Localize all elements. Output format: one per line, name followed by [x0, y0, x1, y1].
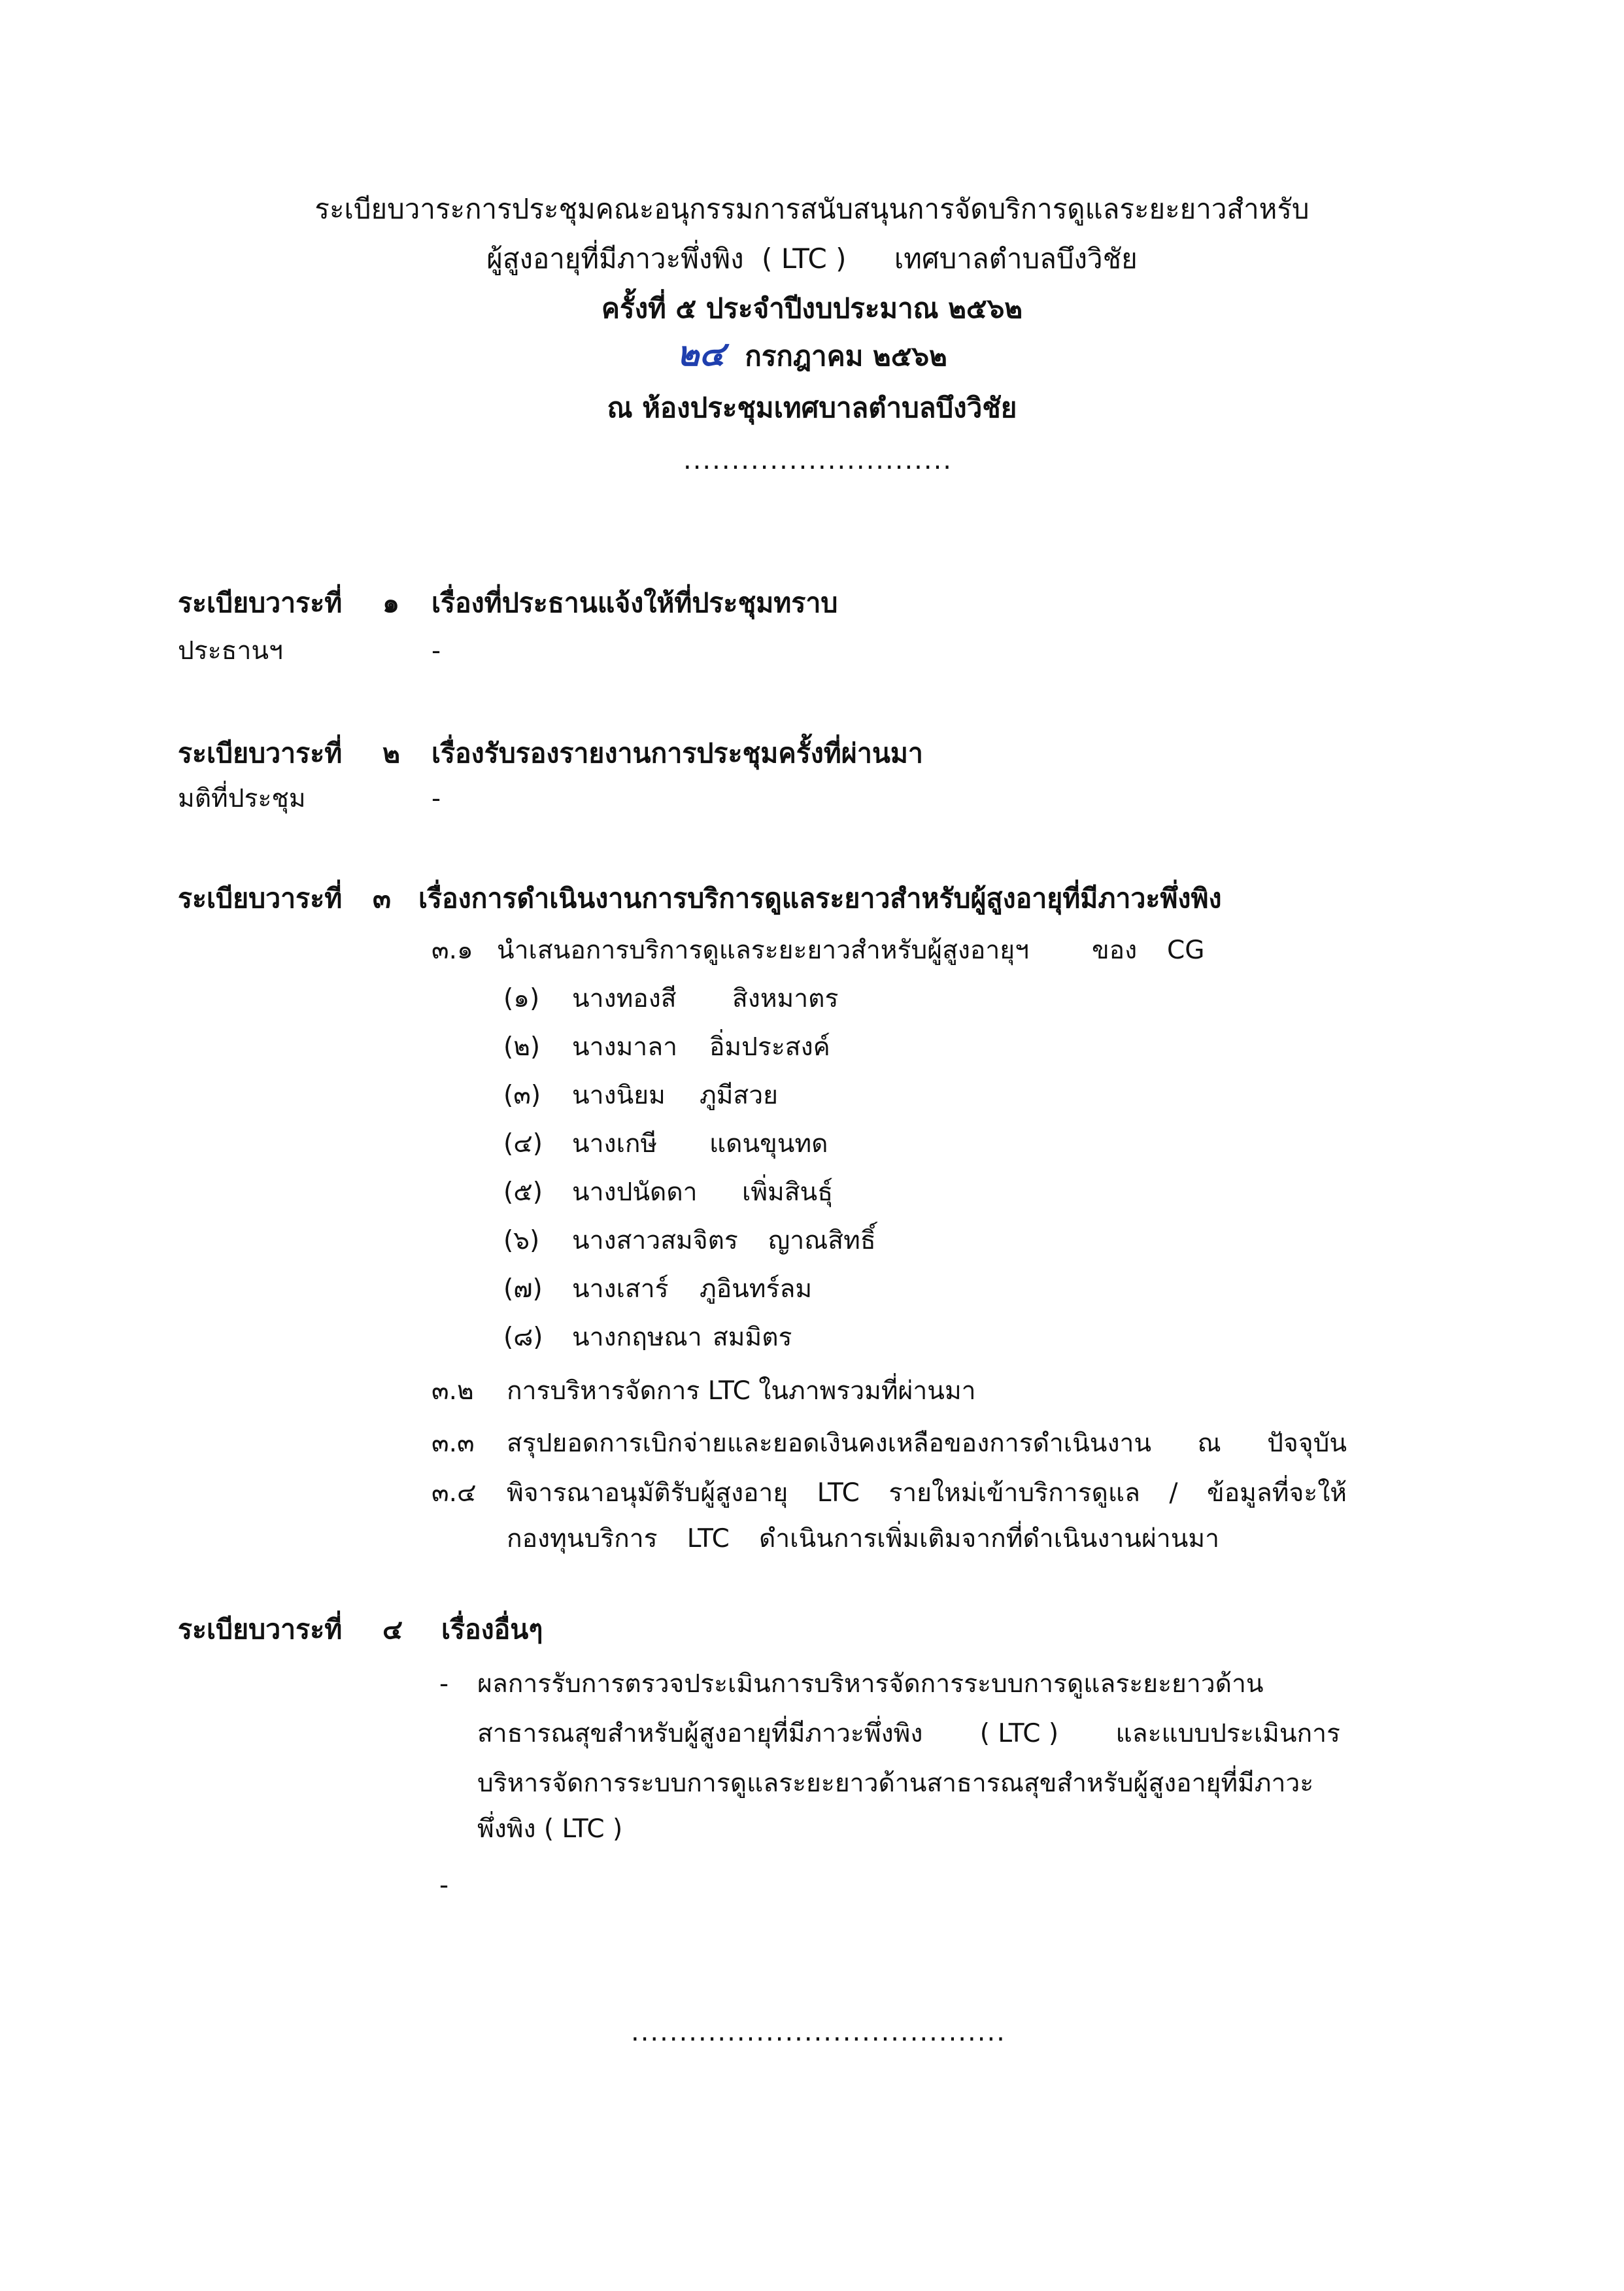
caregiver-2-surname: อิ่มประสงค์ [709, 1032, 830, 1062]
header-separator: ............................ [683, 445, 953, 475]
agenda-4-bullet: - [439, 1669, 449, 1699]
item-3-1-cg: CG [1167, 936, 1205, 965]
agenda-4-bullet-2: - [439, 1871, 449, 1900]
agenda-1-title: เรื่องที่ประธานแจ้งให้ที่ประชุมทราบ [431, 587, 838, 619]
caregiver-7-name: นางเสาร์ [572, 1274, 669, 1304]
agenda-4-line-3: บริหารจัดการระบบการดูแลระยะยาวด้านสาธารณสุขสำหรับผู้สูงอายุที่มีภาวะ [477, 1769, 1314, 1798]
item-3-3-number: ๓.๓ [431, 1429, 475, 1458]
caregiver-8-name: นางกฤษณา [572, 1323, 702, 1352]
header-line-2 [0, 239, 1624, 279]
agenda-2-note-value: - [431, 784, 441, 813]
agenda-3-number: ๓ [373, 883, 392, 914]
agenda-4-line-2-a: สาธารณสุขสำหรับผู้สูงอายุที่มีภาวะพึ่งพิง [477, 1719, 923, 1748]
item-3-1-number: ๓.๑ [431, 936, 473, 965]
agenda-4-line-2-c: และแบบประเมินการ [1115, 1719, 1340, 1748]
caregiver-6-number: (๖) [503, 1226, 540, 1255]
agenda-4-line-2 [477, 1716, 1340, 1752]
date-month-year: กรกฎาคม ๒๕๖๒ [745, 340, 947, 372]
caregiver-8-surname: สมมิตร [713, 1323, 792, 1352]
agenda-1-note-value: - [431, 636, 441, 666]
agenda-1-note-label: ประธานฯ [178, 636, 283, 666]
agenda-4-line-2-b: ( LTC ) [979, 1719, 1059, 1748]
item-3-1-text: นำเสนอการบริการดูแลระยะยาวสำหรับผู้สูงอายุฯ [497, 936, 1029, 965]
caregiver-1-name: นางทองสี [572, 984, 677, 1013]
caregiver-2-name: นางมาลา [572, 1032, 678, 1062]
header-line-3: ครั้งที่ ๕ ประจำปีงบประมาณ ๒๕๖๒ [601, 292, 1023, 324]
caregiver-4-number: (๔) [503, 1129, 543, 1159]
item-3-3-present: ปัจจุบัน [1267, 1429, 1347, 1458]
item-3-1-of: ของ [1092, 936, 1138, 965]
caregiver-8-number: (๘) [503, 1323, 543, 1352]
caregiver-1-surname: สิงหมาตร [732, 984, 839, 1013]
caregiver-2-number: (๒) [503, 1032, 541, 1062]
agenda-2-label: ระเบียบวาระที่ [178, 738, 343, 769]
agenda-2-title: เรื่องรับรองรายงานการประชุมครั้งที่ผ่านมา [431, 738, 923, 769]
item-3-4-w3: รายใหม่เข้าบริการดูแล [888, 1478, 1140, 1508]
agenda-3-label: ระเบียบวาระที่ [178, 883, 343, 914]
agenda-3-title: เรื่องการดำเนินงานการบริการดูแลระยาวสำหรับผู้สูงอายุที่มีภาวะพึ่งพิง [418, 883, 1222, 914]
caregiver-4-surname: แดนขุนทด [709, 1129, 828, 1159]
agenda-4-title: เรื่องอื่นๆ [441, 1614, 543, 1645]
agenda-4-label: ระเบียบวาระที่ [178, 1614, 343, 1645]
caregiver-5-name: นางปนัดดา [572, 1178, 698, 1207]
header-line-1: ระเบียบวาระการประชุมคณะอนุกรรมการสนับสนุนการจัดบริการดูแลระยะยาวสำหรับ [314, 193, 1310, 225]
agenda-1-number: ๑ [382, 587, 400, 619]
item-3-4-w1: พิจารณาอนุมัติรับผู้สูงอายุ [507, 1478, 788, 1508]
header-date [0, 335, 1624, 376]
agenda-1-label: ระเบียบวาระที่ [178, 587, 343, 619]
header-subject: ผู้สูงอายุที่มีภาวะพึ่งพิง [486, 243, 744, 275]
caregiver-4-name: นางเกษี [572, 1129, 658, 1159]
item-3-4-line-1 [507, 1475, 1347, 1512]
item-3-4-w6: กองทุนบริการ [507, 1524, 658, 1553]
agenda-4-line-1: ผลการรับการตรวจประเมินการบริหารจัดการระบบการดูแลระยะยาวด้าน [477, 1669, 1264, 1699]
caregiver-5-surname: เพิ่มสินธุ์ [742, 1178, 834, 1207]
caregiver-6-surname: ญาณสิทธิ์ [768, 1226, 876, 1255]
caregiver-3-name: นางนิยม [572, 1081, 666, 1110]
caregiver-7-surname: ภูอินทร์ลม [700, 1274, 813, 1304]
caregiver-5-number: (๕) [503, 1178, 543, 1207]
item-3-4-w7: LTC [686, 1524, 730, 1553]
agenda-2-note-label: มติที่ประชุม [178, 784, 306, 813]
caregiver-3-number: (๓) [503, 1081, 541, 1110]
item-3-4-number: ๓.๔ [431, 1478, 477, 1508]
item-3-4-w5: ข้อมูลที่จะให้ [1207, 1478, 1347, 1508]
handwritten-day: ๒๔ [677, 335, 725, 374]
item-3-4-w8: ดำเนินการเพิ่มเติมจากที่ดำเนินงานผ่านมา [758, 1524, 1219, 1553]
item-3-3-at: ณ [1197, 1429, 1221, 1458]
caregiver-7-number: (๗) [503, 1274, 543, 1304]
agenda-4-line-4: พึ่งพิง ( LTC ) [477, 1814, 623, 1844]
header-venue: ณ ห้องประชุมเทศบาลตำบลบึงวิชัย [607, 392, 1017, 424]
agenda-4-number: ๔ [382, 1614, 403, 1645]
item-3-4-line-2 [507, 1521, 1219, 1557]
item-3-4-w2: LTC [817, 1478, 860, 1508]
header-code: ( LTC ) [761, 243, 847, 275]
caregiver-1-number: (๑) [503, 984, 540, 1013]
caregiver-3-surname: ภูมีสวย [700, 1081, 778, 1110]
item-3-2-text: การบริหารจัดการ LTC ในภาพรวมที่ผ่านมา [507, 1376, 976, 1406]
caregiver-6-name: นางสาวสมจิตร [572, 1226, 738, 1255]
item-3-4-w4: / [1169, 1478, 1178, 1508]
footer-separator: ....................................... [631, 2017, 1006, 2047]
agenda-2-number: ๒ [382, 738, 401, 769]
item-3-3-text: สรุปยอดการเบิกจ่ายและยอดเงินคงเหลือของการดำเนินงาน [507, 1429, 1152, 1458]
item-3-2-number: ๓.๒ [431, 1376, 474, 1406]
item-3-3-line [507, 1425, 1347, 1462]
header-org: เทศบาลตำบลบึงวิชัย [894, 243, 1138, 275]
